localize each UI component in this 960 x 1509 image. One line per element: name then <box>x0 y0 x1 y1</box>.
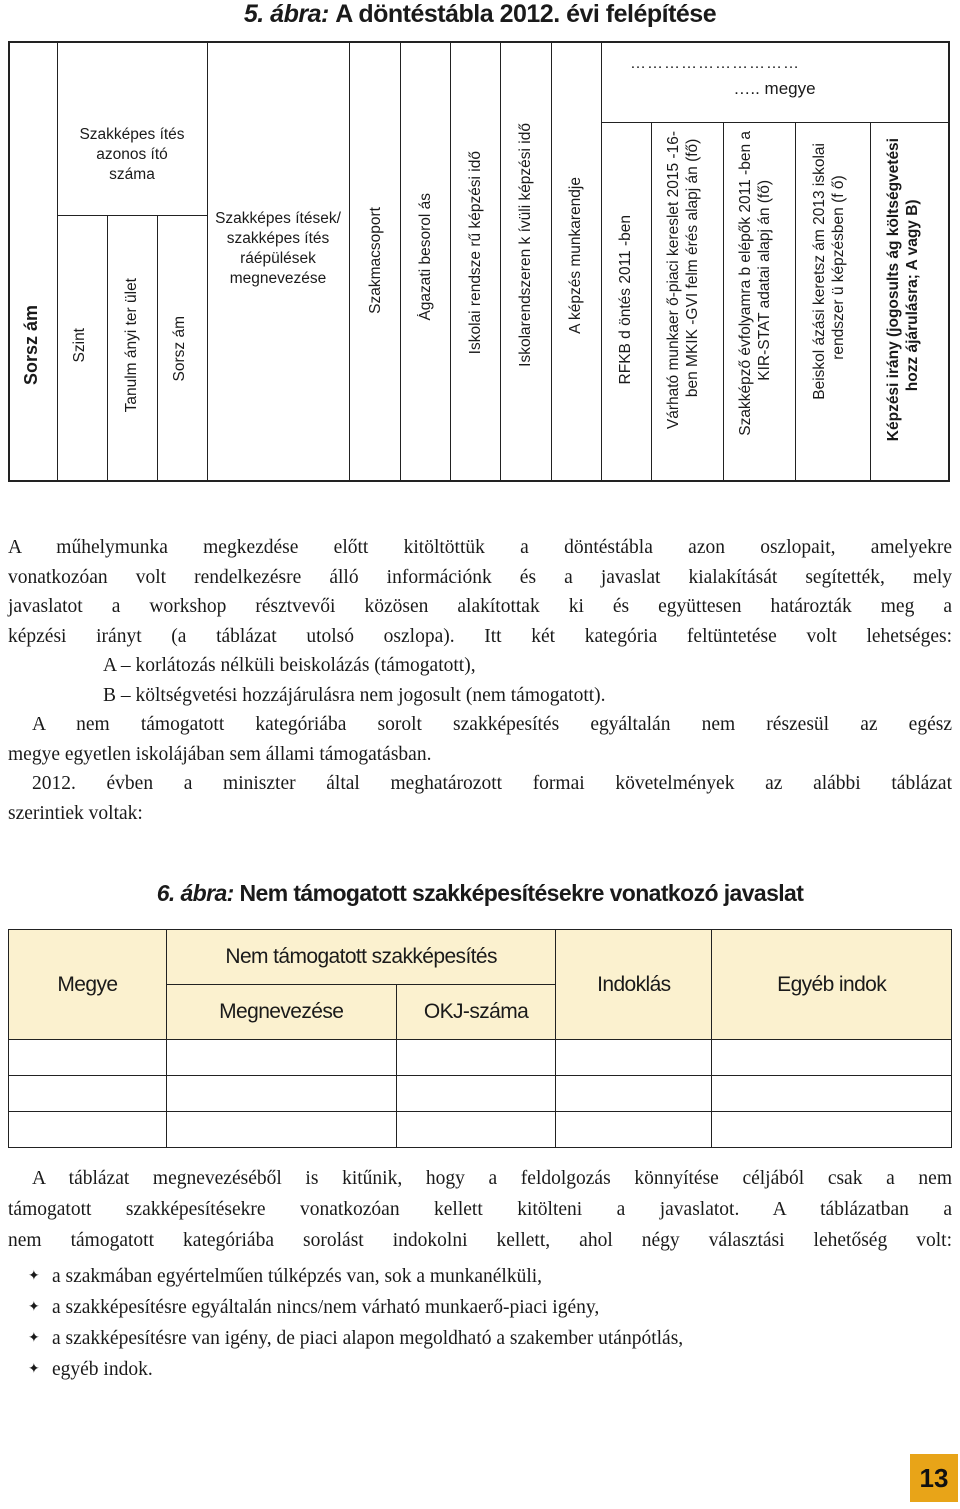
col-azonosito: Szakképes ítés azonos ító száma <box>79 126 185 183</box>
header-nem-tamogatott: Nem támogatott szakképesítés <box>166 930 556 985</box>
figure5-label: 5. ábra: <box>243 0 329 28</box>
list-item <box>28 1354 683 1385</box>
table-cell <box>396 1040 556 1076</box>
col-beiskolazasi-line1: Beiskol ázási keretsz ám 2013 iskolai <box>811 143 828 400</box>
table-cell <box>556 1076 712 1112</box>
col-beiskolazasi-line2: rendszer ü képzésben (f ő) <box>830 175 847 360</box>
col-beiskolazasi-keretszam <box>810 143 848 400</box>
col-munkarend: A képzés munkarendje <box>567 177 584 334</box>
table-cell <box>166 1076 396 1112</box>
text-line: támogatott szakképesítésekre vonatkozóan kellett kitölteni a javaslatot. A táblázatban a <box>8 1199 952 1220</box>
option-b-line: B – költségvetési hozzájárulásra nem jogosult (nem támogatott). <box>103 684 606 706</box>
table-cell <box>9 1076 167 1112</box>
col-szakkepzo-line2: KIR-STAT adatai alapj án (fő) <box>756 180 773 381</box>
col-kepzesi-line2: hozz ájárulásra; A vagy B) <box>904 199 921 392</box>
table-row <box>9 1112 952 1148</box>
option-a-line: A – korlátozás nélküli beiskolázás (támogatott), <box>103 655 476 676</box>
list-item-text: a szakképesítésre egyáltalán nincs/nem várható munkaerő-piaci igény, <box>52 1297 600 1318</box>
county-dots: ………………………… <box>630 55 800 72</box>
table-cell <box>556 1112 712 1148</box>
bullet-icon: ✦ <box>28 1331 40 1346</box>
col-agazati-besorolas: Ágazati besorol ás <box>417 193 434 321</box>
table-row <box>9 1076 952 1112</box>
table-cell <box>9 1040 167 1076</box>
header-megye: Megye <box>9 930 167 1040</box>
paragraph-workshop <box>8 533 952 828</box>
col-sorszam: Sorsz ám <box>21 305 41 386</box>
text-line: A táblázat megnevezéséből is kitűnik, hogy a feldolgozás könnyítése céljából csak a nem <box>32 1168 952 1189</box>
table-cell <box>712 1076 952 1112</box>
bullet-icon: ✦ <box>28 1269 40 1284</box>
text-line: A nem támogatott kategóriába sorolt szakképesítés egyáltalán nem részesül az egész <box>32 714 952 735</box>
header-indoklas: Indoklás <box>556 930 712 1040</box>
bullet-icon: ✦ <box>28 1362 40 1377</box>
table-cell <box>9 1112 167 1148</box>
table-cell <box>712 1040 952 1076</box>
col-sorszam-2: Sorsz ám <box>171 316 188 382</box>
list-item-text: a szakképesítésre van igény, de piaci alapon megoldható a szakember utánpótlás, <box>52 1328 684 1349</box>
table-cell <box>396 1112 556 1148</box>
paragraph-explanation <box>8 1163 952 1256</box>
header-megnevezese: Megnevezése <box>166 985 396 1040</box>
col-kepzesi-irany <box>884 138 922 441</box>
decision-table-header <box>8 41 950 482</box>
page-number: 13 <box>910 1454 958 1502</box>
col-varhato-line2: ben MKIK -GVI felm érés alapj án (fő) <box>684 138 701 398</box>
col-rfkb-dontes: RFKB d öntés 2011 -ben <box>617 215 634 385</box>
list-item <box>28 1261 683 1292</box>
table-cell <box>396 1076 556 1112</box>
col-kepzesi-line1: Képzési irány (jogosults ág költségvetési <box>885 138 902 442</box>
col-megnevezes: Szakképes ítések/ szakképes ítés ráépülések megnevezése <box>215 210 341 287</box>
county-label: ….. megye <box>733 79 816 98</box>
col-szakkepzo-belepok <box>736 131 774 436</box>
text-line: A műhelymunka megkezdése előtt kitöltöttük a döntéstábla azon oszlopait, amelyekre <box>8 537 952 558</box>
figure6-title-text: Nem támogatott szakképesítésekre vonatkozó javaslat <box>239 880 804 906</box>
text-line: megye egyetlen iskolájában sem állami támogatásban. <box>8 743 432 765</box>
col-szint: Szint <box>71 328 88 363</box>
header-okj-szama: OKJ-száma <box>396 985 556 1040</box>
text-line: képzési irányt (a táblázat utolsó oszlopa). Itt két kategória feltüntetése volt lehetséges: <box>8 625 952 647</box>
figure5-title <box>0 0 960 29</box>
figure5-title-text: A döntéstábla 2012. évi felépítése <box>335 0 717 28</box>
col-tanulmanyi-terulet: Tanulm ányi ter ület <box>123 278 140 413</box>
text-line: 2012. évben a miniszter által meghatározott formai követelmények az alábbi táblázat <box>32 773 952 794</box>
table-cell <box>166 1112 396 1148</box>
list-item-text: a szakmában egyértelműen túlképzés van, sok a munkanélküli, <box>52 1266 543 1287</box>
col-szakmacsoport: Szakmacsoport <box>367 207 384 314</box>
text-line: szerintiek voltak: <box>8 802 143 824</box>
table-row <box>9 1040 952 1076</box>
table-cell <box>556 1040 712 1076</box>
list-item-text: egyéb indok. <box>52 1359 153 1380</box>
list-item <box>28 1292 683 1323</box>
col-szakkepzo-line1: Szakképző évfolyamra b elépők 2011 -ben a <box>737 131 754 436</box>
reason-list <box>28 1261 683 1385</box>
text-line: javaslatot a workshop résztvevői közösen alakítottak ki és együttesen határozták meg a <box>8 596 952 617</box>
text-line: vonatkozóan volt rendelkezésre álló információnk és a javaslat kialakítását segítették, mely <box>8 566 952 588</box>
figure6-title <box>0 880 960 907</box>
col-varhato-line1: Várható munkaer ő-piaci kereslet 2015 -16- <box>665 131 682 430</box>
col-iskolarendszeren-kivuli: Iskolarendszeren k ívüli képzési idő <box>517 123 534 367</box>
figure6-label: 6. ábra: <box>156 880 234 906</box>
text-line: nem támogatott kategóriába sorolást indokolni kellett, ahol négy választási lehetőség volt: <box>8 1230 952 1251</box>
col-iskolai-kepzesi-ido: Iskolai rendsze rű képzési idő <box>467 151 484 355</box>
list-item <box>28 1323 683 1354</box>
table-cell <box>712 1112 952 1148</box>
unsupported-qualifications-table <box>8 929 952 1148</box>
bullet-icon: ✦ <box>28 1300 40 1315</box>
table-cell <box>166 1040 396 1076</box>
header-egyeb-indok: Egyéb indok <box>712 930 952 1040</box>
col-varhato-kereslet <box>664 131 702 429</box>
